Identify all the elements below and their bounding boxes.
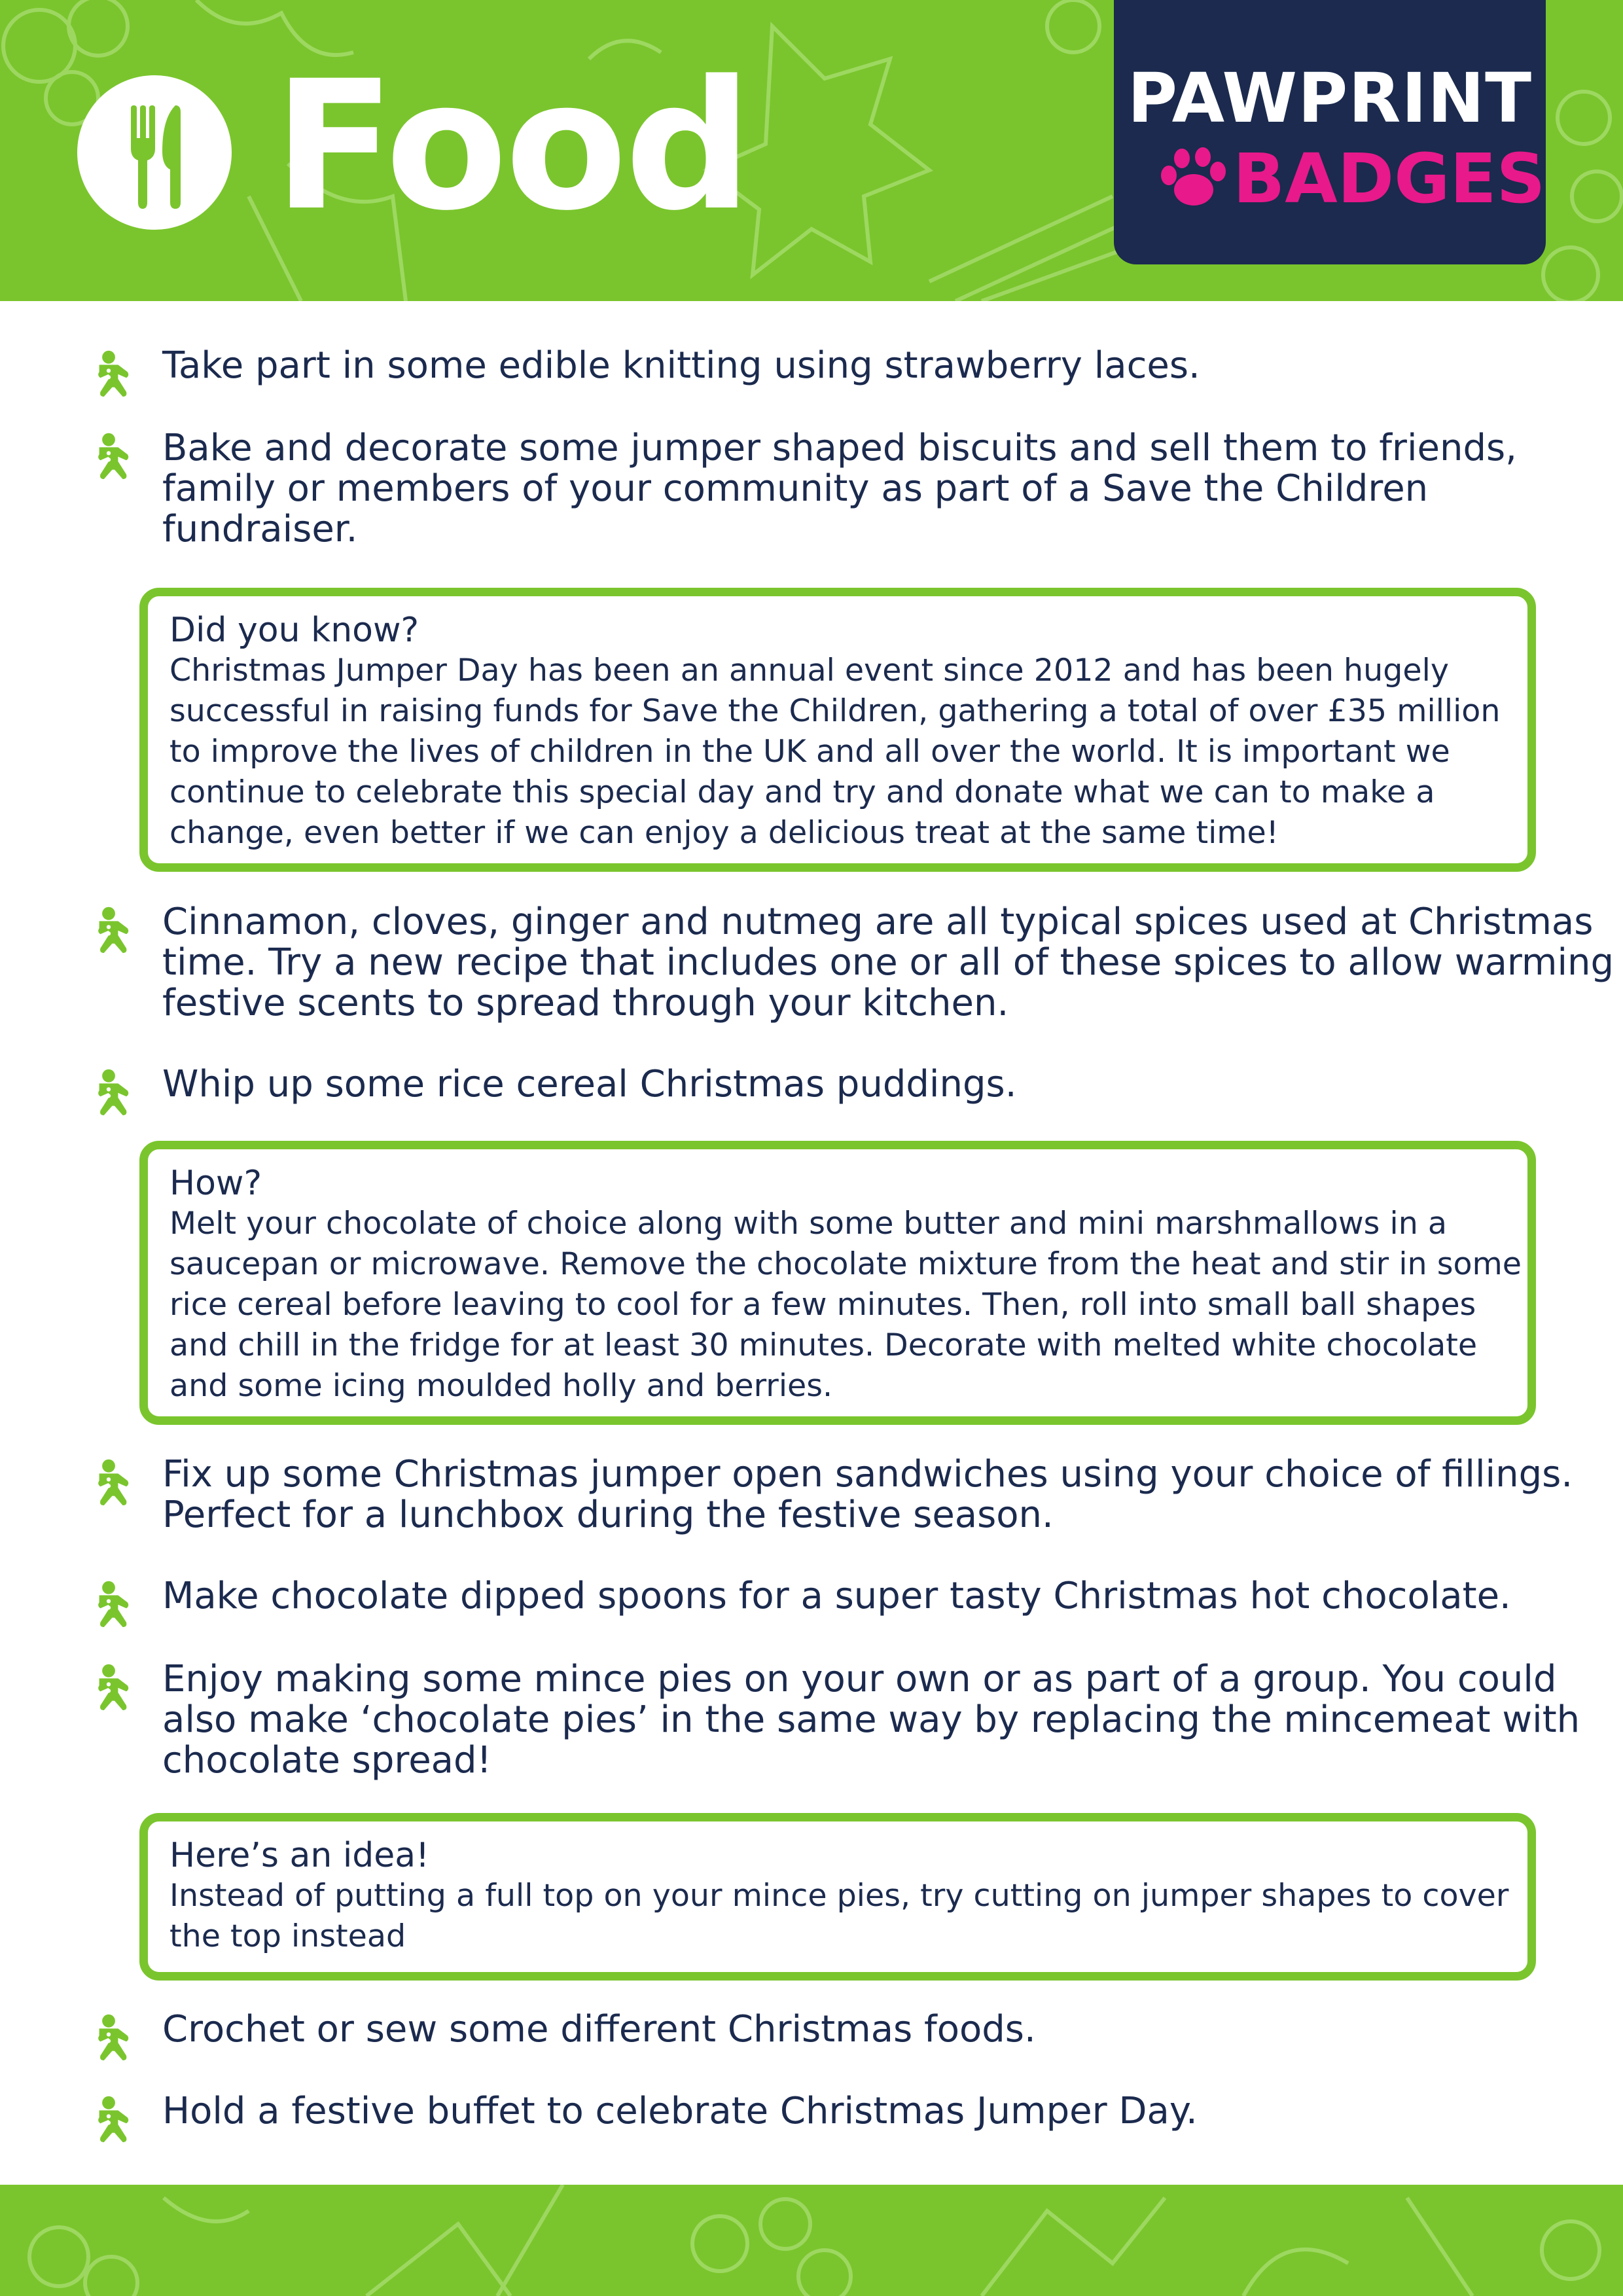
gingerbread-man-icon bbox=[85, 350, 132, 397]
fork-knife-icon bbox=[77, 75, 232, 230]
gingerbread-man-icon bbox=[85, 2013, 132, 2060]
logo-badges-text: BADGES bbox=[1233, 139, 1546, 219]
festive-pattern-decoration bbox=[0, 2185, 1623, 2296]
box-body: Melt your chocolate of choice along with some butter and mini marshmallows in a saucepan or microwave. Remove the chocolate mixture from the heat and stir in some rice cereal before leaving to cool for a few minutes. Then, roll into small ball shapes and chill in the fridge for at least 30 minutes. Decorate with melted white chocolate and some icing moulded holly and berries. bbox=[169, 1206, 1522, 1404]
gingerbread-man-icon bbox=[85, 906, 132, 953]
footer-banner bbox=[0, 2185, 1623, 2296]
did-you-know-box bbox=[139, 588, 1536, 872]
box-title: Here’s an idea! bbox=[169, 1836, 429, 1875]
header-banner bbox=[0, 0, 1623, 301]
list-item-text: Enjoy making some mince pies on your own or as part of a group. You could also make ‘chocolate pies’ in the same way by replacing the mincemeat with chocolate spread! bbox=[162, 1658, 1580, 1782]
gingerbread-man-icon bbox=[85, 1663, 132, 1710]
list-item-text: Bake and decorate some jumper shaped biscuits and sell them to friends, family or members of your community as part of a Save the Children fundraiser. bbox=[162, 427, 1517, 550]
list-item-text: Crochet or sew some different Christmas foods. bbox=[162, 2008, 1036, 2051]
logo-bottom-row bbox=[1156, 139, 1546, 219]
gingerbread-man-icon bbox=[85, 1458, 132, 1505]
list-item-text: Make chocolate dipped spoons for a super tasty Christmas hot chocolate. bbox=[162, 1575, 1511, 1617]
gingerbread-man-icon bbox=[85, 1068, 132, 1115]
gingerbread-man-icon bbox=[85, 2095, 132, 2142]
logo-top-text: PAWPRINT bbox=[1127, 58, 1533, 138]
list-item-text: Fix up some Christmas jumper open sandwiches using your choice of fillings. Perfect for a lunchbox during the festive season. bbox=[162, 1453, 1573, 1536]
box-title: How? bbox=[169, 1164, 262, 1203]
how-box bbox=[139, 1141, 1536, 1425]
box-body: Instead of putting a full top on your mince pies, try cutting on jumper shapes to cover the top instead bbox=[169, 1878, 1509, 1954]
list-item-text: Whip up some rice cereal Christmas puddings. bbox=[162, 1063, 1017, 1105]
idea-box bbox=[139, 1813, 1536, 1981]
list-item-text: Cinnamon, cloves, ginger and nutmeg are all typical spices used at Christmas time. Try a new recipe that includes one or all of these spices to allow warming festive scents to spread through your kitchen. bbox=[162, 901, 1614, 1024]
pawprint-badges-logo bbox=[1114, 0, 1546, 264]
box-body: Christmas Jumper Day has been an annual event since 2012 and has been hugely successful in raising funds for Save the Children, gathering a total of over £35 million to improve the lives of children in the UK and all over the world. It is important we continue to celebrate this special day and try and donate what we can to make a change, even better if we can enjoy a delicious treat at the same time! bbox=[169, 653, 1501, 851]
list-item-text: Hold a festive buffet to celebrate Christmas Jumper Day. bbox=[162, 2090, 1198, 2132]
box-title: Did you know? bbox=[169, 611, 419, 650]
gingerbread-man-icon bbox=[85, 432, 132, 479]
list-item-text: Take part in some edible knitting using strawberry laces. bbox=[162, 344, 1200, 387]
page-title: Food bbox=[274, 43, 750, 250]
gingerbread-man-icon bbox=[85, 1580, 132, 1627]
paw-icon bbox=[1156, 143, 1228, 215]
